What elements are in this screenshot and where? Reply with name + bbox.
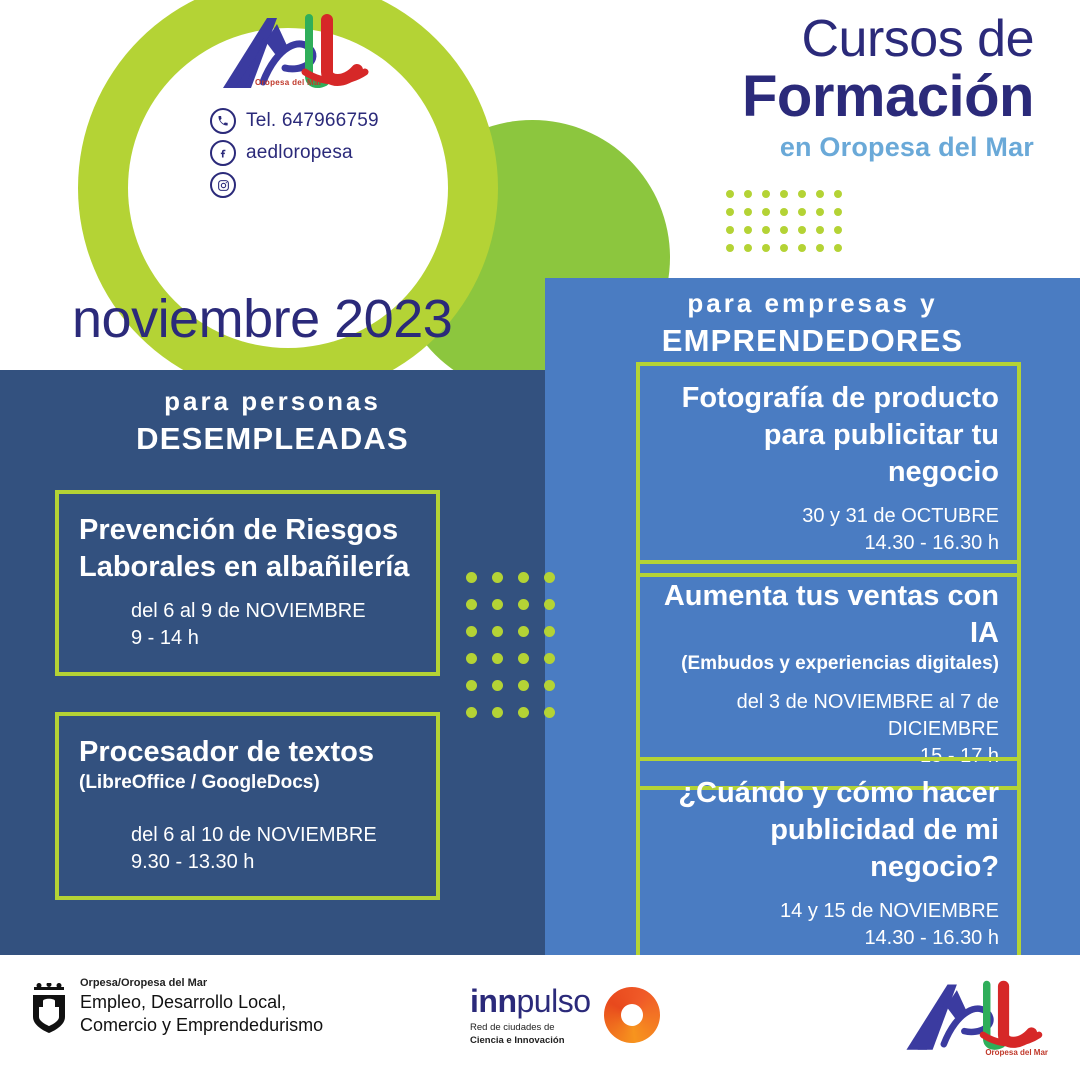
footer-city-line-1: Empleo, Desarrollo Local, [80,992,287,1012]
contact-facebook-text: aedloropesa [246,142,353,163]
course-card-prl[interactable] [55,490,440,676]
left-section-title: DESEMPLEADAS [136,421,409,456]
course-hours: 9 - 14 h [131,627,199,650]
dot-grid-top [726,190,852,262]
course-card-ventas-ia[interactable] [636,560,1021,790]
innpulso-wordmark [470,983,590,1020]
contact-row-facebook [210,140,379,166]
innpulso-sub-2: Ciencia e Innovación [470,1034,565,1046]
innpulso-pulso: pulso [516,983,591,1019]
footer-aedl-logo [884,977,1054,1061]
left-section-eyebrow: para personas [164,386,381,416]
footer-city-logo [28,977,323,1038]
course-hours: 15 - 17 h [920,744,999,767]
header-line-3: en Oropesa del Mar [779,132,1034,163]
footer-aedl-caption: Oropesa del Mar [985,1048,1048,1057]
course-subtitle: (Embudos y experiencias digitales) [681,653,999,675]
header-line-1: Cursos de [801,10,1034,68]
innpulso-sub-1: Red de ciudades de [470,1022,555,1033]
footer [0,955,1080,1080]
course-title: Prevención de Riesgos Laborales en albañilería [79,514,410,584]
course-title: Aumenta tus ventas con IA [663,580,999,650]
dot-grid-middle [466,572,570,734]
course-title: ¿Cuándo y cómo hacer publicidad de mi negocio? [678,777,999,884]
course-title: Fotografía de producto para publicitar tu negocio [681,382,999,489]
facebook-icon [210,140,236,166]
course-dates: del 6 al 10 de NOVIEMBRE [131,823,377,846]
course-title: Procesador de textos [79,736,374,768]
phone-icon [210,108,236,134]
course-subtitle: (LibreOffice / GoogleDocs) [79,772,320,794]
coat-of-arms-icon [28,983,70,1035]
aedl-logo-caption: Oropesa del Mar [255,78,323,87]
month-label: noviembre 2023 [72,289,453,349]
contact-phone-text: Tel. 647966759 [246,110,379,131]
course-card-procesador-textos[interactable] [55,712,440,900]
innpulso-inn: inn [470,983,517,1019]
left-section-heading [0,386,545,457]
contact-row-phone [210,108,379,134]
course-dates: 14 y 15 de NOVIEMBRE [780,900,999,923]
course-dates: del 6 al 9 de NOVIEMBRE [131,600,366,623]
right-section-heading [545,288,1080,359]
course-card-publicidad[interactable] [636,757,1021,972]
footer-city-line-2: Comercio y Emprendedurismo [80,1015,324,1036]
instagram-icon [210,172,236,198]
course-dates: del 3 de NOVIEMBRE al 7 de DICIEMBRE [736,690,999,740]
poster-header [742,12,1034,168]
course-dates: 30 y 31 de OCTUBRE [802,505,999,528]
footer-city-small: Orpesa/Oropesa del Mar [80,977,208,989]
contact-block [210,108,379,204]
right-section-eyebrow: para empresas y [687,288,938,318]
course-hours: 14.30 - 16.30 h [864,532,999,555]
header-line-2: Formación [742,63,1034,129]
course-card-fotografia[interactable] [636,362,1021,577]
course-hours: 14.30 - 16.30 h [864,927,999,950]
innpulso-circle-icon [604,987,660,1043]
contact-row-instagram [210,172,379,198]
course-hours: 9.30 - 13.30 h [131,850,255,873]
right-section-title: EMPRENDEDORES [661,323,964,358]
footer-innpulso-logo [470,983,660,1048]
